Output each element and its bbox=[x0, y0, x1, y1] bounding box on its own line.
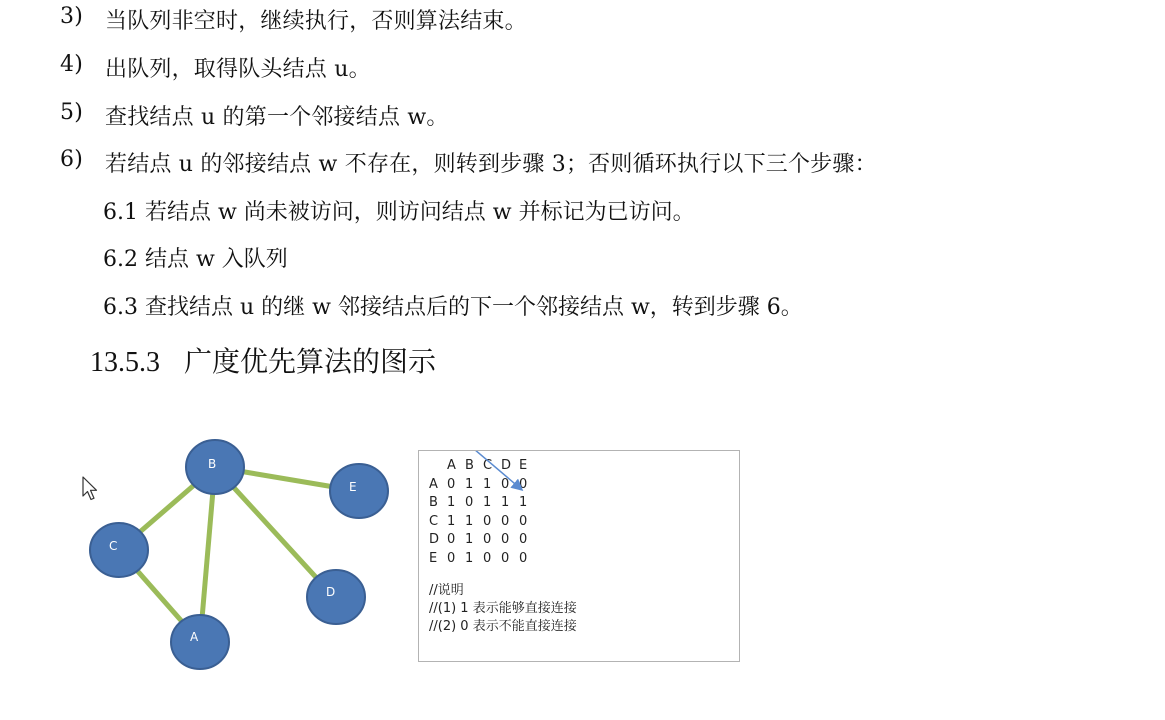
matrix-header-cell: D bbox=[501, 458, 512, 473]
matrix-cell: 0 bbox=[519, 476, 528, 492]
graph-diagram bbox=[80, 430, 400, 680]
matrix-cell: 0 bbox=[501, 532, 510, 547]
matrix-cell: 0 bbox=[447, 476, 456, 492]
matrix-cell: 1 bbox=[483, 476, 492, 492]
step-number: 3) bbox=[60, 4, 83, 29]
matrix-cell: 1 bbox=[465, 550, 474, 566]
note-line: //(1) 1 表示能够直接连接 bbox=[429, 601, 577, 616]
matrix-row bbox=[429, 531, 537, 550]
matrix-cell: 1 bbox=[483, 495, 492, 510]
matrix-cell: 0 bbox=[501, 476, 510, 492]
node-label: B bbox=[208, 457, 217, 471]
matrix-cell: 1 bbox=[519, 495, 528, 510]
graph-node-e bbox=[330, 464, 388, 518]
matrix-row-label: E bbox=[429, 550, 438, 566]
matrix-cell: 0 bbox=[483, 513, 492, 529]
step-text: 当队列非空时，继续执行，否则算法结束。 bbox=[105, 9, 527, 34]
matrix-cell: 1 bbox=[447, 513, 456, 529]
graph-node-d bbox=[307, 570, 365, 624]
graph-node-a bbox=[171, 615, 229, 669]
graph-node-b bbox=[186, 440, 244, 494]
matrix-cell: 0 bbox=[447, 532, 456, 547]
matrix-cell: 1 bbox=[447, 495, 456, 510]
matrix-cell: 1 bbox=[501, 495, 510, 510]
matrix-cell: 0 bbox=[519, 550, 528, 566]
node-label: E bbox=[349, 480, 357, 494]
matrix-cell: 1 bbox=[465, 513, 474, 529]
step-text: 出队列，取得队头结点 u。 bbox=[105, 57, 371, 82]
substep-6-1: 6.1 若结点 w 尚未被访问，则访问结点 w 并标记为已访问。 bbox=[103, 200, 695, 225]
substep-6-3: 6.3 查找结点 u 的继 w 邻接结点后的下一个邻接结点 w，转到步骤 6。 bbox=[103, 295, 803, 320]
node-label: A bbox=[190, 630, 199, 644]
step-number: 5) bbox=[60, 100, 83, 125]
matrix-header-cell: E bbox=[519, 458, 528, 473]
matrix-header-cell: A bbox=[447, 458, 456, 473]
matrix-row-label: B bbox=[429, 495, 438, 510]
matrix-row-label: A bbox=[429, 476, 438, 492]
graph-node-c bbox=[90, 523, 148, 577]
matrix-header-cell: C bbox=[483, 458, 493, 473]
matrix-header-cell: B bbox=[465, 458, 474, 473]
matrix-cell: 0 bbox=[447, 550, 456, 566]
matrix-row-label: C bbox=[429, 513, 439, 529]
matrix-cell: 0 bbox=[519, 513, 528, 529]
matrix-cell: 0 bbox=[483, 532, 492, 547]
matrix-cell: 0 bbox=[465, 495, 474, 510]
node-label: D bbox=[326, 585, 336, 599]
node-label: C bbox=[109, 539, 118, 553]
diagonal-arrow-icon bbox=[419, 451, 739, 511]
matrix-cell: 1 bbox=[465, 532, 474, 547]
step-number: 4) bbox=[60, 52, 83, 77]
substep-6-2: 6.2 结点 w 入队列 bbox=[103, 247, 288, 272]
matrix-cell: 0 bbox=[483, 550, 492, 566]
note-line: //(2) 0 表示不能直接连接 bbox=[429, 619, 577, 634]
matrix-row bbox=[429, 550, 537, 569]
note-line: //说明 bbox=[429, 583, 464, 598]
section-heading bbox=[90, 340, 436, 380]
adjacency-matrix-box bbox=[418, 450, 740, 662]
matrix-cell: 0 bbox=[501, 550, 510, 566]
matrix-cell: 0 bbox=[501, 513, 510, 529]
step-number: 6) bbox=[60, 147, 83, 172]
section-number: 13.5.3 bbox=[90, 347, 160, 378]
matrix-row-label: D bbox=[429, 532, 440, 547]
matrix-notes bbox=[429, 582, 577, 636]
step-text: 查找结点 u 的第一个邻接结点 w。 bbox=[105, 105, 449, 130]
step-text: 若结点 u 的邻接结点 w 不存在，则转到步骤 3；否则循环执行以下三个步骤： bbox=[105, 152, 877, 177]
matrix-row bbox=[429, 513, 537, 532]
section-title: 广度优先算法的图示 bbox=[184, 345, 437, 378]
matrix-cell: 0 bbox=[519, 532, 528, 547]
matrix-cell: 1 bbox=[465, 476, 474, 492]
